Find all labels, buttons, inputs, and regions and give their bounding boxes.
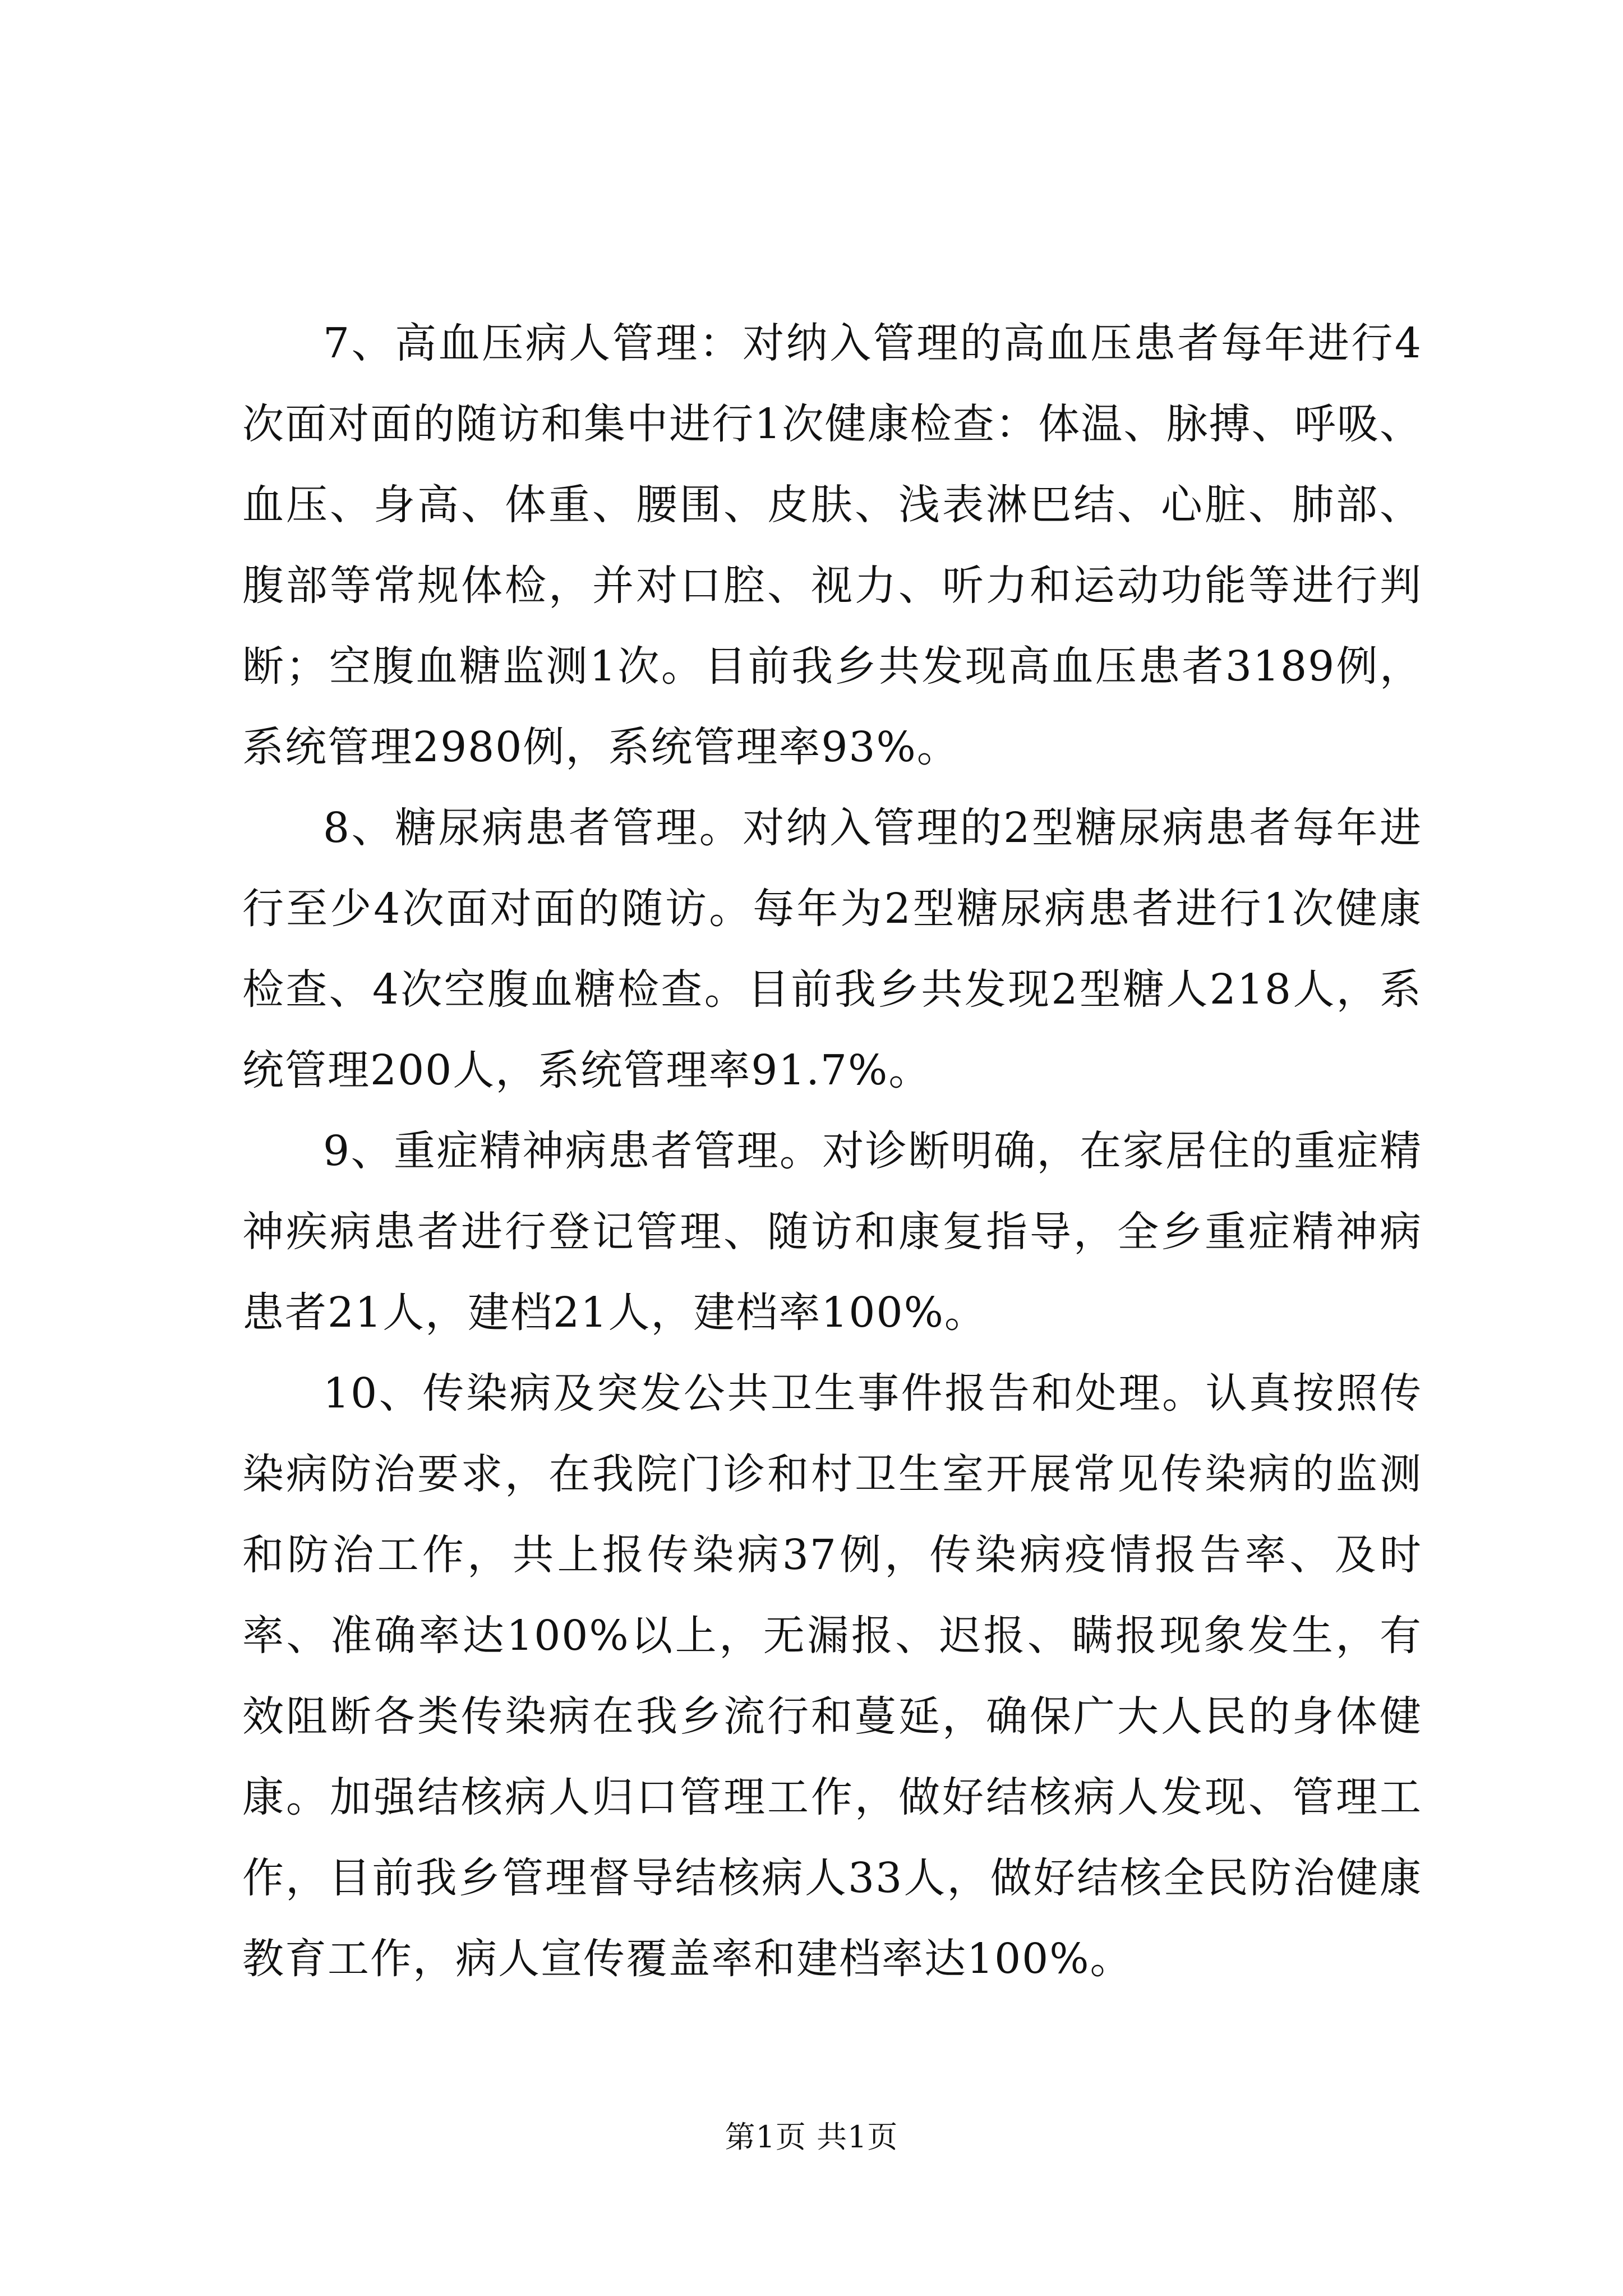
paragraph-hypertension-management: 7、高血压病人管理：对纳入管理的高血压患者每年进行4次面对面的随访和集中进行1次健康检查：体温、脉搏、呼吸、血压、身高、体重、腰围、皮肤、浅表淋巴结、心脏、肺部、腹部等常规体检，并对口腔、视力、听力和运动功能等进行判断；空腹血糖监测1次。目前我乡共发现高血压患者3189例，系统管理2980例，系统管理率93%。 xyxy=(242,319,1422,771)
paragraph-diabetes-management: 8、糖尿病患者管理。对纳入管理的2型糖尿病患者每年进行至少4次面对面的随访。每年为2型糖尿病患者进行1次健康检查、4次空腹血糖检查。目前我乡共发现2型糖人218人，系统管理200人，系统管理率91.7%。 xyxy=(242,804,1422,1094)
document-body xyxy=(242,303,1422,1999)
paragraph-mental-illness-management: 9、重症精神病患者管理。对诊断明确，在家居住的重症精神疾病患者进行登记管理、随访和康复指导，全乡重症精神病患者21人，建档21人，建档率100%。 xyxy=(242,1127,1422,1337)
paragraph-infectious-disease-reporting: 10、传染病及突发公共卫生事件报告和处理。认真按照传染病防治要求，在我院门诊和村卫生室开展常见传染病的监测和防治工作，共上报传染病37例，传染病疫情报告率、及时率、准确率达100%以上，无漏报、迟报、瞒报现象发生，有效阻断各类传染病在我乡流行和蔓延，确保广大人民的身体健康。加强结核病人归口管理工作，做好结核病人发现、管理工作，目前我乡管理督导结核病人33人，做好结核全民防治健康教育工作，病人宣传覆盖率和建档率达100%。 xyxy=(242,1369,1422,1983)
page-footer: 第1页 共1页 xyxy=(725,2119,898,2155)
